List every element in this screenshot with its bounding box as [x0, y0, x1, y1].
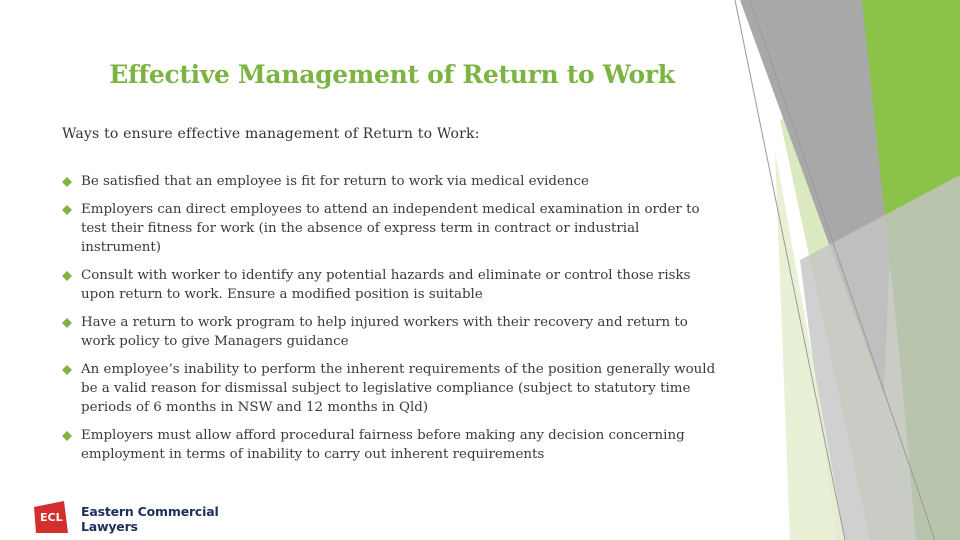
list-item [62, 172, 722, 191]
diamond-bullet-icon [62, 177, 72, 187]
diamond-bullet-icon [62, 318, 72, 328]
logo-abbreviation: ECL [40, 511, 63, 524]
bullet-text: Have a return to work program to help injured workers with their recovery and return to work policy to give Managers guidance [81, 315, 688, 349]
bullet-text: Employers must allow afford procedural fairness before making any decision concerning employment in terms of inability to carry out inherent requirements [81, 428, 685, 462]
slide-title: Effective Management of Return to Work [109, 60, 675, 89]
list-item [62, 426, 722, 464]
logo-company-name: Eastern Commercial Lawyers [81, 504, 219, 534]
bullet-text: Employers can direct employees to attend an independent medical examination in order to test their fitness for work (in the absence of express term in contract or industrial instrument) [81, 202, 700, 255]
list-item [62, 266, 722, 304]
bullet-list [62, 172, 722, 473]
company-logo [34, 497, 254, 537]
diamond-bullet-icon [62, 271, 72, 281]
bullet-text: An employee’s inability to perform the inherent requirements of the position generally would be a valid reason for dismissal subject to legislative compliance (subject to statutory time periods of 6 months in NSW and 12 months in Qld) [81, 362, 716, 415]
list-item [62, 313, 722, 351]
diamond-bullet-icon [62, 205, 72, 215]
list-item [62, 360, 722, 417]
bullet-text: Consult with worker to identify any potential hazards and eliminate or control those risks upon return to work. Ensure a modified position is suitable [81, 268, 691, 302]
slide-subtitle: Ways to ensure effective management of Return to Work: [62, 126, 480, 142]
bullet-text: Be satisfied that an employee is fit for return to work via medical evidence [81, 174, 589, 189]
diamond-bullet-icon [62, 431, 72, 441]
diamond-bullet-icon [62, 365, 72, 375]
list-item [62, 200, 722, 257]
